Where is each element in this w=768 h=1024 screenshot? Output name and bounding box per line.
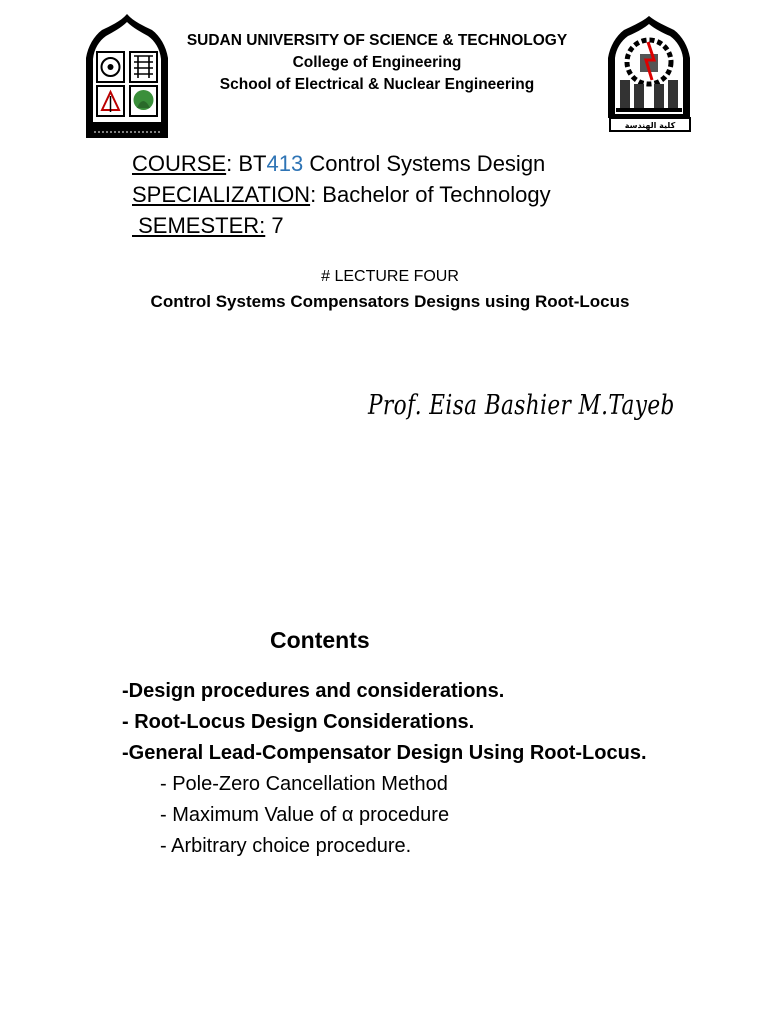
contents-list [122,676,647,862]
lecture-number: # LECTURE FOUR [321,268,459,285]
college-name: College of Engineering [292,54,462,71]
specialization-value: : Bachelor of Technology [310,182,551,207]
semester-label: SEMESTER: [132,213,266,238]
contents-sub-item: - Pole-Zero Cancellation Method [160,773,448,795]
college-logo-caption: كلية الهندسة [624,121,676,130]
author-name: Prof. Eisa Bashier M.Tayeb [368,390,675,421]
college-logo [604,14,694,132]
course-code-prefix: BT [238,151,267,176]
school-name: School of Electrical & Nuclear Engineering [219,76,535,93]
university-logo [82,12,172,140]
contents-item: -Design procedures and considerations. [122,680,505,702]
course-separator: : [226,151,239,176]
semester-value: 7 [265,213,284,238]
course-line [132,148,551,179]
contents-item: - Root-Locus Design Considerations. [122,711,475,733]
lecture-title: Control Systems Compensators Designs using Root-Locus [150,292,630,311]
institution-header [170,30,584,96]
contents-item: -General Lead-Compensator Design Using Root-Locus. [122,742,647,764]
course-info [132,148,551,241]
contents-sub-item: - Maximum Value of α procedure [160,804,450,826]
specialization-line [132,179,551,210]
university-name: SUDAN UNIVERSITY OF SCIENCE & TECHNOLOGY [186,32,568,49]
specialization-label: SPECIALIZATION [132,182,311,207]
contents-sub-item: - Arbitrary choice procedure. [160,835,412,857]
course-code-number: 413 [266,151,304,176]
course-name: Control Systems Design [303,151,546,176]
semester-line [132,210,551,241]
course-label: COURSE [132,151,227,176]
contents-title: Contents [270,627,370,653]
